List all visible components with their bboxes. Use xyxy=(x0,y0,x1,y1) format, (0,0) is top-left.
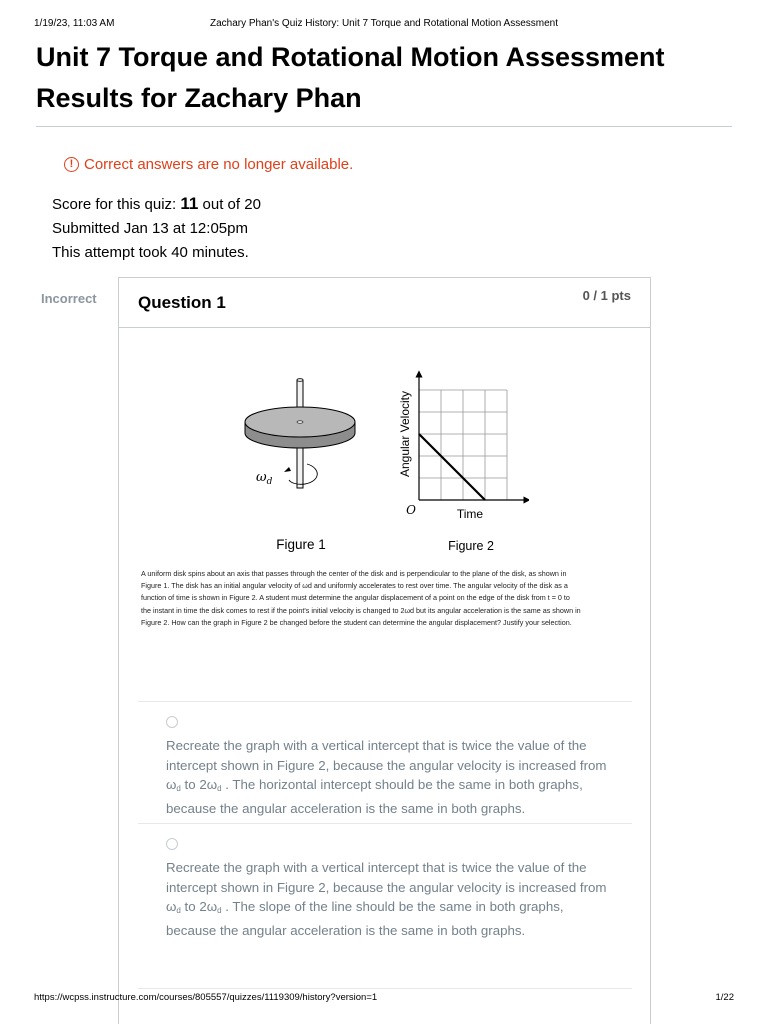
question-title: Question 1 xyxy=(138,293,226,312)
title-divider xyxy=(36,126,732,127)
question-header xyxy=(119,278,650,328)
answer-text: Recreate the graph with a vertical intercept that is twice the value of the intercept shown in Figure 2, because the angular velocity is increased from $\omega_d$ to $2\omega_d$ . The slope of the line should be the same in both graphs, because the angular acceleration is the same in both graphs. xyxy=(166,860,607,938)
page-title-line2: Results for Zachary Phan xyxy=(36,83,362,113)
x-axis-label: Time xyxy=(456,507,484,521)
notice-text: Correct answers are no longer available. xyxy=(84,156,354,173)
question-points: 0 / 1 pts xyxy=(582,288,631,303)
question-card xyxy=(118,277,651,1024)
print-header xyxy=(34,18,734,32)
figure1-caption: Figure 1 xyxy=(276,537,326,552)
answer-text: Recreate the graph with a vertical intercept that is twice the value of the intercept shown in Figure 2, because the angular velocity is increased from $\omega_d$ to $2\omega_d$ . The horizontal intercept should be the same in both graphs, because the angular acceleration is the same in both graphs. xyxy=(166,738,607,816)
answer-option-1[interactable] xyxy=(138,701,632,823)
angular-velocity-graph xyxy=(398,374,527,553)
figure2-caption: Figure 2 xyxy=(448,539,494,553)
submitted-line: Submitted Jan 13 at 12:05pm xyxy=(52,219,248,237)
duration-line: This attempt took 40 minutes. xyxy=(52,244,249,261)
question-text-line: function of time is shown in Figure 2. A student must determine the angular displacement of a point on the edge of the disk from t = 0 to xyxy=(141,593,570,603)
question-text-line: Figure 2. How can the graph in Figure 2 be changed before the student can determine the angular displacement? Justify your selection. xyxy=(141,617,572,627)
axle-bottom xyxy=(297,448,303,488)
answer-option-2[interactable] xyxy=(138,823,632,988)
score-value: 11 xyxy=(180,194,199,213)
page-title xyxy=(36,37,726,119)
figure-svg xyxy=(239,368,529,558)
print-page-number: 1/22 xyxy=(715,992,734,1003)
answers-unavailable-notice xyxy=(64,156,353,173)
question-text-line: A uniform disk spins about an axis that passes through the center of the disk and is perpendicular to the plane of the disk, as shown in xyxy=(141,569,567,578)
answer-radio[interactable] xyxy=(166,716,178,728)
question-figure xyxy=(239,368,529,558)
print-url: https://wcpss.instructure.com/courses/805557/quizzes/1119309/history?version=1 xyxy=(34,992,378,1003)
question-text-line: the instant in time the disk comes to rest if the point's initial velocity is changed to 2ωd but its angular acceleration is the same as shown in xyxy=(141,605,581,615)
print-page-title: Zachary Phan's Quiz History: Unit 7 Torque and Rotational Motion Assessment xyxy=(209,18,558,29)
score-line: Score for this quiz: 11 out of 20 xyxy=(52,194,261,213)
velocity-line xyxy=(419,434,485,500)
y-axis-label: Angular Velocity xyxy=(398,390,412,478)
answer-status-label: Incorrect xyxy=(41,291,97,306)
print-footer xyxy=(34,992,734,1006)
question-text xyxy=(141,568,631,629)
answer-radio[interactable] xyxy=(166,838,178,850)
disk-diagram xyxy=(245,379,355,552)
quiz-summary xyxy=(52,194,261,268)
origin-label: O xyxy=(406,503,416,517)
question-text-line: Figure 1. The disk has an initial angular velocity of ωd and uniformly accelerates to rest over time. The angular velocity of the disk as a xyxy=(141,581,568,591)
print-timestamp: 1/19/23, 11:03 AM xyxy=(34,18,115,29)
warning-circle-icon: ! xyxy=(64,157,79,172)
omega-d-label: $\omega_d$ xyxy=(256,470,273,487)
page-title-line1: Unit 7 Torque and Rotational Motion Assessment xyxy=(36,42,665,72)
graph-grid xyxy=(419,390,507,500)
